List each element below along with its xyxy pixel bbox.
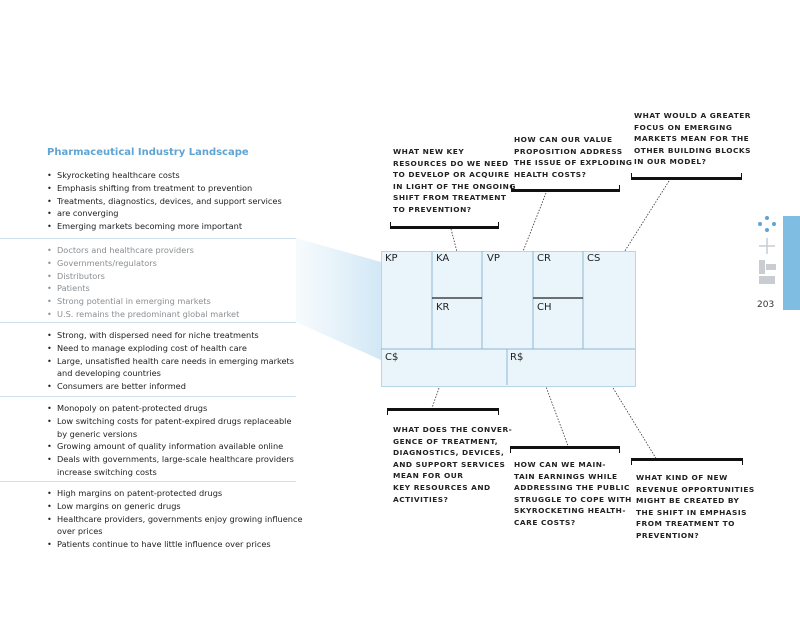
question-bracket — [390, 222, 499, 229]
question-line: SKYROCKETING HEALTH- — [514, 506, 626, 516]
list-item-text: and developing countries — [57, 368, 161, 379]
question-bracket — [510, 446, 620, 453]
canvas-channels: CH — [537, 302, 552, 313]
question-line: OTHER BUILDING BLOCKS — [634, 145, 751, 155]
question-line: MARKETS MEAN FOR THE — [634, 134, 750, 144]
pattern-icon — [759, 276, 775, 284]
question-line: MIGHT BE CREATED BY — [636, 496, 740, 506]
question-line: RESOURCES DO WE NEED — [393, 158, 509, 168]
question-line: TAIN EARNINGS WHILE — [514, 471, 618, 481]
list-item: • Treatments, diagnostics, devices, and support services — [47, 195, 282, 208]
question-bracket — [511, 185, 620, 192]
dot-icon — [772, 222, 776, 226]
dot-icon — [765, 228, 769, 232]
question-line: STRUGGLE TO COPE WITH — [514, 494, 632, 504]
canvas-cost-structure: C$ — [385, 352, 399, 363]
question-line: TO PREVENTION? — [393, 204, 472, 214]
canvas-customer-relationships: CR — [537, 253, 551, 264]
question-line: PROPOSITION ADDRESS — [514, 146, 623, 156]
question-line: WHAT WOULD A GREATER — [634, 111, 751, 120]
pattern-icon — [759, 260, 765, 274]
list-item: • Patients — [47, 282, 239, 295]
list-item: • Consumers are better informed — [47, 380, 294, 393]
dot-icon — [765, 216, 769, 220]
pattern-icon — [766, 264, 776, 270]
page-number: 203 — [757, 300, 775, 310]
question-line: THE ISSUE OF EXPLODING — [514, 158, 633, 168]
list-item: • Monopoly on patent-protected drugs — [47, 402, 294, 415]
question-line: PREVENTION? — [636, 530, 700, 540]
list-item: • Strong potential in emerging markets — [47, 295, 239, 308]
question-line: IN OUR MODEL? — [634, 157, 707, 167]
question-line: THE SHIFT IN EMPHASIS — [636, 507, 747, 517]
question-line: ACTIVITIES? — [393, 494, 449, 504]
page-title: Pharmaceutical Industry Landscape — [47, 147, 249, 158]
question-revenue — [636, 472, 755, 542]
dot-icon — [758, 222, 762, 226]
canvas-value-proposition: VP — [487, 253, 500, 264]
list-item: • Need to manage exploding cost of health care — [47, 342, 294, 355]
list-item: • High margins on patent-protected drugs — [47, 487, 302, 500]
question-line: HOW CAN OUR VALUE — [514, 135, 613, 144]
list-item: • U.S. remains the predominant global market — [47, 308, 239, 321]
section-tab — [783, 216, 800, 310]
question-line: HOW CAN WE MAIN- — [514, 460, 606, 469]
list-item: • Emerging markets becoming more important — [47, 220, 282, 233]
question-value-proposition — [514, 134, 632, 180]
question-earnings — [514, 459, 632, 529]
question-line: HEALTH COSTS? — [514, 169, 587, 179]
question-line: ADDRESSING THE PUBLIC — [514, 483, 630, 493]
list-item: • Large, unsatisfied health care needs in emerging markets — [47, 355, 294, 368]
list-item-text: over prices — [57, 526, 103, 537]
list-item-text: by generic versions — [57, 428, 138, 439]
list-item: • Growing amount of quality information available online — [47, 440, 294, 453]
list-item-continuation: are converging — [57, 208, 119, 219]
question-line: FOCUS ON EMERGING — [634, 122, 733, 132]
question-line: FROM TREATMENT TO — [636, 519, 735, 529]
canvas-key-activities: KA — [436, 253, 450, 264]
list-item: • Low switching costs for patent-expired drugs replaceable — [47, 415, 294, 428]
question-line: KEY RESOURCES AND — [393, 482, 491, 492]
list-item-text: increase switching costs — [57, 466, 157, 477]
list-item: • Patients continue to have little influence over prices — [47, 538, 302, 551]
question-bracket — [387, 408, 499, 415]
list-item: • Deals with governments, large-scale healthcare providers — [47, 453, 294, 466]
question-key-resources — [393, 146, 516, 216]
question-emerging-markets — [634, 110, 751, 168]
question-convergence — [393, 424, 512, 505]
question-line: DIAGNOSTICS, DEVICES, — [393, 448, 505, 458]
list-item: • Strong, with dispersed need for niche treatments — [47, 329, 294, 342]
list-item: • Governments/regulators — [47, 257, 239, 270]
list-item: • Healthcare providers, governments enjoy growing influence — [47, 513, 302, 526]
question-line: WHAT KIND OF NEW — [636, 473, 728, 482]
list-item: • Emphasis shifting from treatment to prevention — [47, 182, 282, 195]
list-item: • Distributors — [47, 270, 239, 283]
question-line: TO DEVELOP OR ACQUIRE — [393, 170, 510, 180]
list-item: • Skyrocketing healthcare costs — [47, 169, 282, 182]
question-line: WHAT DOES THE CONVER- — [393, 425, 513, 434]
question-line: WHAT NEW KEY — [393, 147, 465, 156]
canvas-customer-segments: CS — [587, 253, 601, 264]
canvas-key-resources: KR — [436, 302, 450, 313]
question-line: GENCE OF TREATMENT, — [393, 436, 499, 446]
question-bracket — [631, 173, 742, 180]
question-bracket — [631, 458, 743, 465]
question-line: CARE COSTS? — [514, 517, 576, 527]
question-line: IN LIGHT OF THE ONGOING — [393, 181, 516, 191]
question-line: AND SUPPORT SERVICES — [393, 459, 506, 469]
question-line: MEAN FOR OUR — [393, 471, 464, 481]
section-icons — [752, 212, 782, 294]
question-line: SHIFT FROM TREATMENT — [393, 193, 507, 203]
canvas-revenue-streams: R$ — [510, 352, 524, 363]
list-item: • Doctors and healthcare providers — [47, 244, 239, 257]
question-line: REVENUE OPPORTUNITIES — [636, 484, 755, 494]
canvas-key-partners: KP — [385, 253, 398, 264]
list-item: • Low margins on generic drugs — [47, 500, 302, 513]
